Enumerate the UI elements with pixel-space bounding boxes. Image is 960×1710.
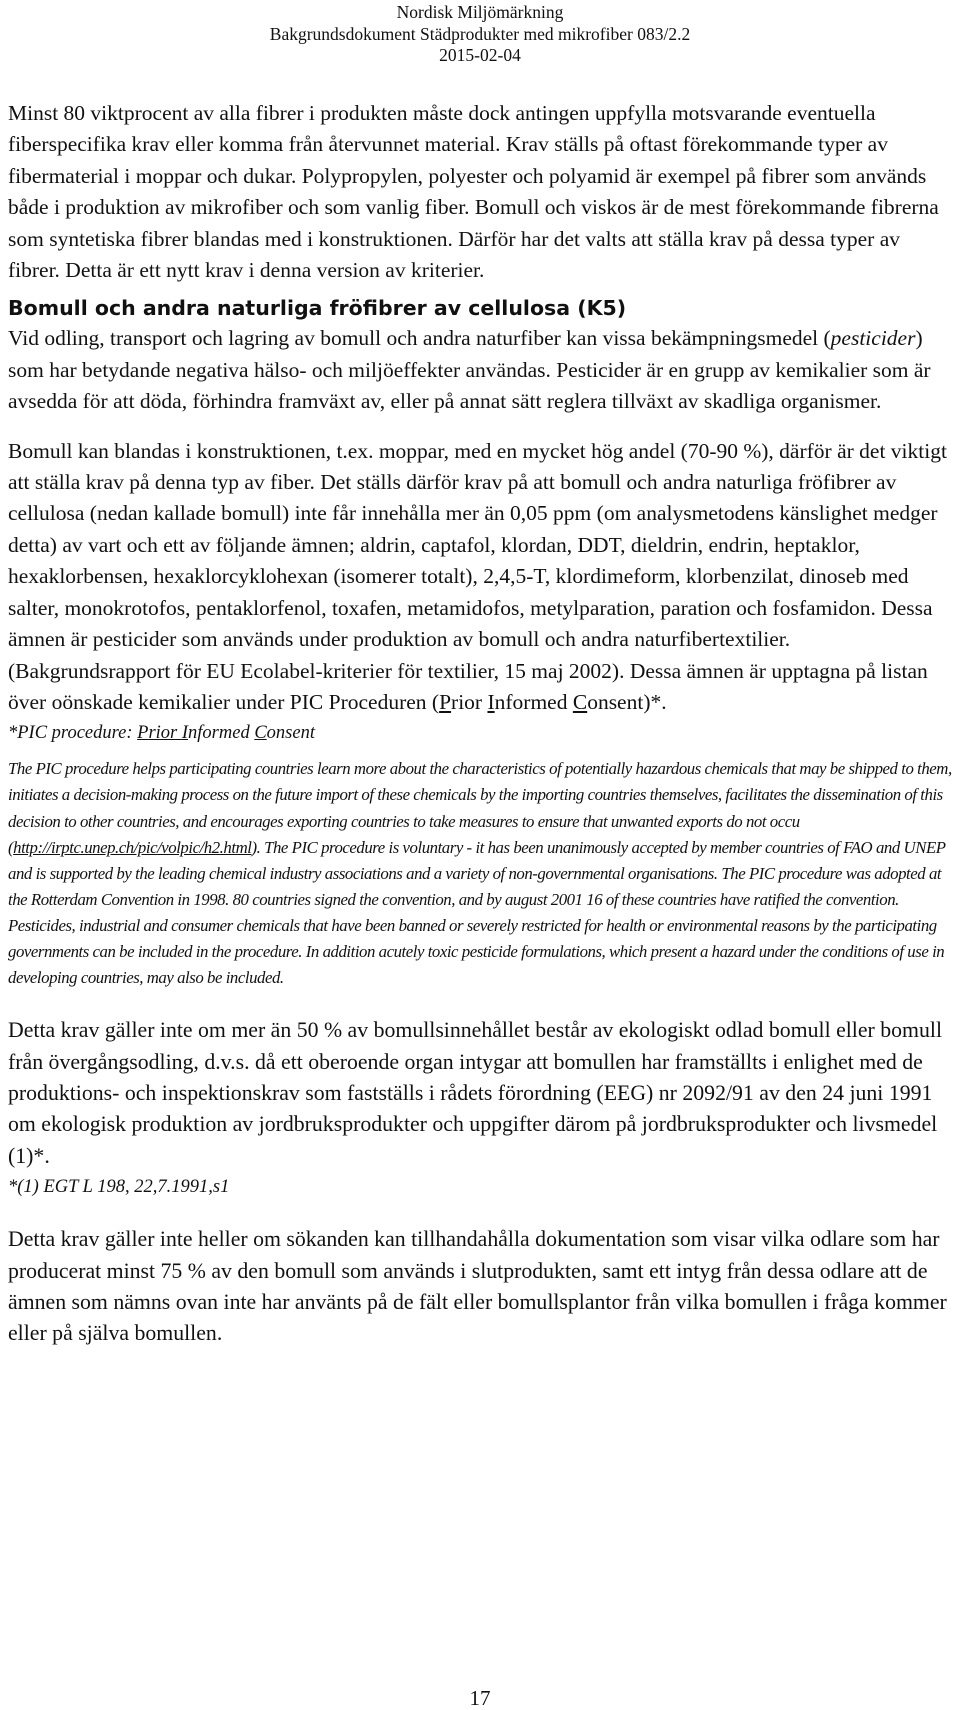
- pic-note-p: P: [137, 723, 149, 744]
- organic-cotton-exemption-paragraph: Detta krav gäller inte om mer än 50 % av bomullsinnehållet består av ekologiskt odlad bomull eller bomull från övergångsodling, d.v.s. då ett oberoende organ intygar att bomullen har framställts i enlighet med de produktions- och inspektionskrav som fastställs i rådets förordning (EEG) nr 2092/91 av den 24 juni 1991 om ekologisk produktion av jordbruksprodukter och uppgifter därom på jordbruksprodukter och livsmedel (1)*.: [8, 1018, 942, 1168]
- pesticide-intro-paragraph: [8, 323, 953, 417]
- p1-after: ) som har betydande negativa hälso- och miljöeffekter användas. Pesticider är en grupp av kemikalier som är avsedda för att döda, förhindra framväxt av, eller på annat sätt reglera tillväxt av skadliga organismer.: [8, 326, 931, 414]
- pic-note-i: I: [181, 723, 189, 744]
- pic-procedure-footnote: [8, 720, 953, 746]
- p2-acronym-p: P: [439, 689, 452, 714]
- page-number: 17: [469, 1686, 491, 1710]
- p2-onsent: onsent)*.: [587, 689, 667, 714]
- p1-before: Vid odling, transport och lagring av bomull och andra naturfiber kan vissa bekämpningsmedel (: [8, 326, 831, 351]
- header-date: 2015-02-04: [439, 45, 521, 65]
- pic-procedure-description: [8, 756, 953, 991]
- section-heading: Bomull och andra naturliga fröfibrer av cellulosa (K5): [8, 296, 627, 321]
- pic-note-rior: rior: [148, 723, 182, 744]
- pic-note-nformed: nformed: [188, 723, 255, 744]
- pic-note-c: C: [254, 723, 267, 744]
- pic-reference-link[interactable]: http://irptc.unep.ch/pic/volpic/h2.html: [13, 837, 252, 857]
- pic-text-after: ). The PIC procedure is voluntary - it has been unanimously accepted by member countries of FAO and UNEP and is supported by the leading chemical industry associations and a variety of non-governmental organisations. The PIC procedure was adopted at the Rotterdam Convention in 1998. 80 countries signed the convention, and by august 2001 16 of these countries have ratified the convention. Pesticides, industrial and consumer chemicals that have been banned or severely restricted for health or environmental reasons by the participating governments can be included in the procedure. In addition acutely toxic pesticide formulations, which present a hazard under the conditions of use in developing countries, may also be included.: [8, 837, 946, 988]
- p2-rior: rior: [451, 689, 488, 714]
- p2-text: Bomull kan blandas i konstruktionen, t.ex. moppar, med en mycket hög andel (70-90 %), därför är det viktigt att ställa krav på denna typ av fiber. Det ställs därför krav på att bomull och andra naturliga fröfibrer av cellulosa (nedan kallade bomull) inte får innehålla mer än 0,05 ppm (om analysmetodens känslighet medger detta) av vart och ett av följande ämnen; aldrin, captafol, klordan, DDT, dieldrin, endrin, heptaklor, hexaklorbensen, hexaklorcyklohexan (isomerer totalt), 2,4,5-T, klordimeform, klorbenzilat, dinoseb med salter, monokrotofos, pentaklorfenol, toxafen, metamidofos, metylparation, paration och fosfamidon. Dessa ämnen är pesticider som används under produktion av bomull och andra naturfibertextilier. (Bakgrundsrapport för EU Ecolabel-kriterier för textilier, 15 maj 2002). Dessa ämnen är upptagna på listan över oönskade kemikalier under PIC Proceduren (: [8, 438, 947, 714]
- cotton-requirement-paragraph: [8, 436, 953, 719]
- p2-nformed: nformed: [494, 689, 573, 714]
- p2-acronym-i: I: [487, 689, 495, 714]
- header-document-title: Bakgrundsdokument Städprodukter med mikrofiber 083/2.2: [269, 23, 691, 44]
- header-organization: Nordisk Miljömärkning: [396, 2, 564, 22]
- pic-text-before: The PIC procedure helps participating countries learn more about the characteristics of potentially hazardous chemicals that may be shipped to them, initiates a decision-making process on the future import of these chemicals by the importing countries themselves, facilitates the dissemination of this decision to other countries, and encourages exporting countries to take measures to ensure that unwanted exports do not occu (: [8, 759, 952, 857]
- pic-note-onsent: onsent: [266, 723, 315, 744]
- document-body: [8, 98, 953, 1350]
- pesticider-term: pesticider: [830, 326, 916, 351]
- egt-footnote: *(1) EGT L 198, 22,7.1991,s1: [8, 1177, 230, 1198]
- p2-acronym-c: C: [572, 689, 588, 714]
- pic-note-prefix: *PIC procedure:: [8, 723, 138, 744]
- page-header: [0, 2, 960, 67]
- documentation-exemption-paragraph: Detta krav gäller inte heller om sökanden kan tillhandahålla dokumentation som visar vilka odlare som har producerat minst 75 % av den bomull som används i slutprodukten, samt ett intyg från dessa odlare att de ämnen som nämns ovan inte har använts på de fält eller bomullsplantor från vilka bomullen i fråga kommer eller på själva bomullen.: [8, 1227, 947, 1346]
- intro-paragraph: Minst 80 viktprocent av alla fibrer i produkten måste dock antingen uppfylla motsvarande eventuella fiberspecifika krav eller komma från återvunnet material. Krav ställs på oftast förekommande typer av fibermaterial i moppar och dukar. Polypropylen, polyester och polyamid är exempel på fibrer som används både i produktion av mikrofiber och som vanlig fiber. Bomull och viskos är de mest förekommande fibrerna som syntetiska fibrer blandas med i konstruktionen. Därför har det valts att ställa krav på dessa typer av fibrer. Detta är ett nytt krav i denna version av kriterier.: [8, 101, 939, 283]
